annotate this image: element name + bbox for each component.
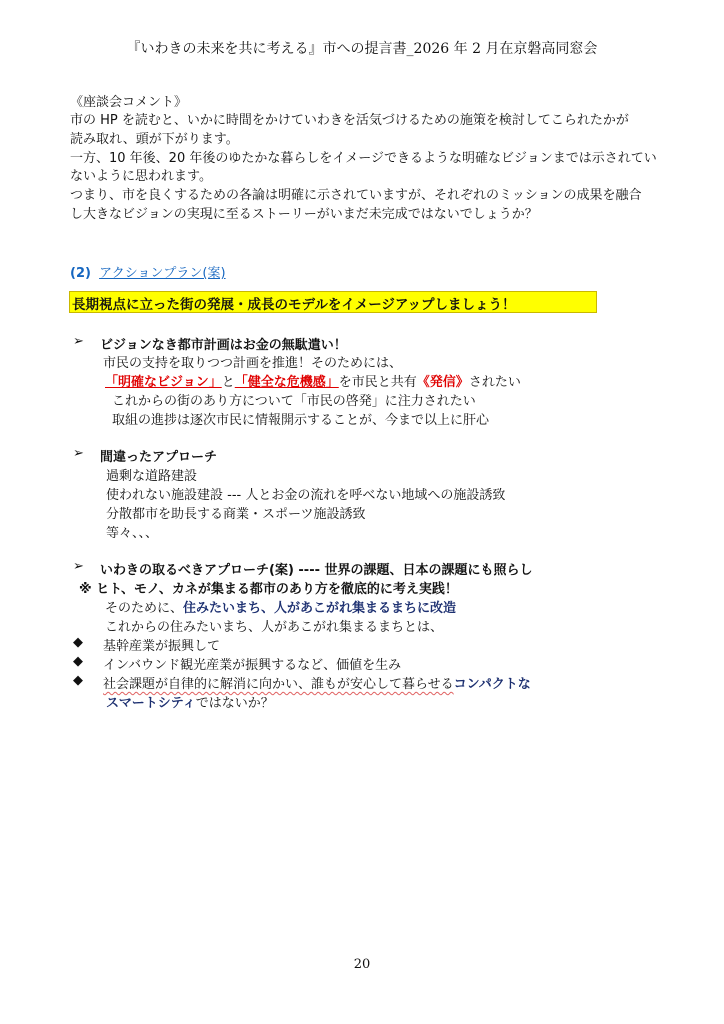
- section-heading: [70, 262, 226, 281]
- diamond-bullet-icon: ◆: [73, 673, 83, 688]
- crisis-awareness-text: 「健全な危機感」: [234, 375, 339, 390]
- document-header: 『いわきの未来を共に考える』市への提言書_2026 年 2 月在京磐高同窓会: [126, 41, 598, 57]
- compact-text: コンパクトな: [453, 677, 531, 692]
- section-title: アクションプラン(案): [99, 266, 226, 281]
- text-fragment: そのために、: [105, 601, 184, 616]
- block2-line: 分散都市を助長する商業・スポーツ施設誘致: [106, 507, 366, 522]
- list-item-continuation: [106, 692, 274, 711]
- smart-city-text: スマートシティ: [106, 696, 196, 711]
- block2-line: 過剰な道路建設: [106, 469, 198, 484]
- comment-line: つまり、市を良くするための各論は明確に示されていますが、それぞれのミッションの成果を融合: [70, 188, 642, 203]
- text-fragment: を市民と共有: [338, 375, 417, 390]
- block1-heading: ビジョンなき都市計画はお金の無駄遣い！: [100, 338, 347, 353]
- list-item: インバウンド観光産業が振興するなど、価値を生み: [103, 658, 402, 673]
- block3-note: ※ ヒト、モノ、カネが集まる都市のあり方を徹底的に考え実践！: [79, 582, 458, 597]
- diamond-bullet-icon: ◆: [73, 654, 83, 669]
- social-issues-text: 社会課題が自律的に解消に向かい、誰もが安心して暮らせる: [103, 677, 454, 692]
- comment-line: 市の HP を読むと、いかに時間をかけていわきを活気づけるための施策を検討してこられたかが: [70, 113, 629, 128]
- section-number: (2): [70, 266, 91, 281]
- arrow-bullet-icon: ➢: [73, 334, 84, 349]
- comment-heading: 《座談会コメント》: [70, 95, 188, 110]
- diamond-bullet-icon: ◆: [73, 635, 83, 650]
- block1-line: 取組の進捗は逐次市民に情報開示することが、今まで以上に肝心: [112, 413, 490, 428]
- block2-line: 等々、、、: [106, 526, 159, 541]
- block1-line: [105, 371, 521, 390]
- arrow-bullet-icon: ➢: [73, 446, 84, 461]
- comment-line: 一方、10 年後、20 年後のゆたかな暮らしをイメージできるような明確なビジョンまでは示されてい: [70, 151, 657, 166]
- list-item: 基幹産業が振興して: [103, 639, 221, 654]
- block1-line: 市民の支持を取りつつ計画を推進！そのためには、: [103, 356, 403, 371]
- attractive-city-text: 住みたいまち、人があこがれ集まるまちに改造: [183, 601, 457, 616]
- text-fragment: と: [221, 375, 235, 390]
- block3-heading: いわきの取るべきアプローチ(案) ---- 世界の課題、日本の課題にも照らし: [100, 563, 533, 578]
- clear-vision-text: 「明確なビジョン」: [105, 375, 222, 390]
- block2-heading: 間違ったアプローチ: [100, 450, 218, 465]
- block3-line: これからの住みたいまち、人があこがれ集まるまちとは、: [105, 620, 444, 635]
- comment-line: し大きなビジョンの実現に至るストーリーがいまだ未完成ではないでしょうか？: [70, 207, 538, 222]
- arrow-bullet-icon: ➢: [73, 559, 84, 574]
- block2-line: 使われない施設建設 --- 人とお金の流れを呼べない地域への施設誘致: [106, 488, 506, 503]
- banner-text: 長期視点に立った街の発展・成長のモデルをイメージアップしましょう！: [72, 297, 516, 313]
- block1-line: これからの街のあり方について「市民の啓発」に注力されたい: [112, 394, 476, 409]
- text-fragment: ではないか？: [195, 696, 274, 711]
- list-item: [103, 673, 531, 692]
- page-number: 20: [353, 957, 371, 972]
- comment-line: 読み取れ、頭が下がります。: [70, 132, 239, 147]
- transmission-text: 《発信》: [416, 375, 469, 390]
- block3-line: [105, 597, 456, 616]
- comment-line: ないように思われます。: [70, 169, 212, 184]
- text-fragment: されたい: [468, 375, 521, 390]
